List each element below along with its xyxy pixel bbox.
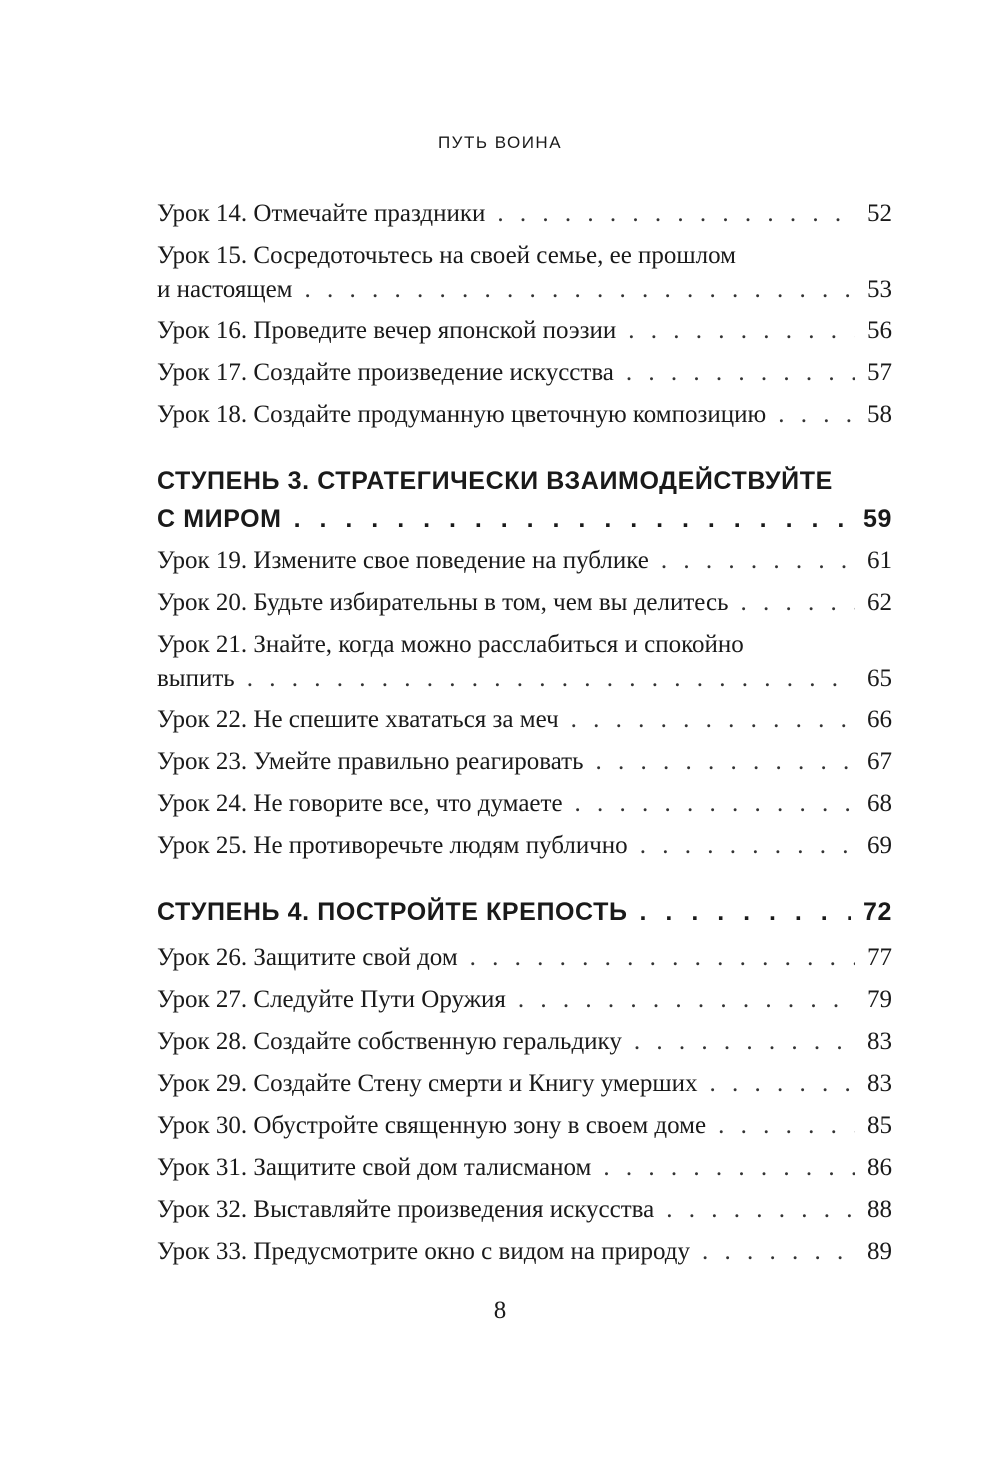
section-page: 59 bbox=[862, 505, 892, 533]
toc-entry-lesson-17[interactable] bbox=[157, 356, 892, 390]
dot-leader bbox=[634, 1025, 855, 1059]
dot-leader bbox=[247, 662, 855, 696]
toc-entry-page: 67 bbox=[867, 748, 892, 775]
toc-entry-lesson-24[interactable] bbox=[157, 787, 892, 821]
dot-leader bbox=[702, 1235, 855, 1269]
toc-entry-lesson-29[interactable] bbox=[157, 1067, 892, 1101]
running-head: ПУТЬ ВОИНА bbox=[437, 133, 563, 152]
dot-leader bbox=[294, 500, 851, 538]
toc-entry-page: 85 bbox=[867, 1112, 892, 1139]
toc-entry-title-line1: Урок 21. Знайте, когда можно расслабиться и спокойно bbox=[157, 631, 744, 658]
toc-entry-page: 79 bbox=[867, 986, 892, 1013]
toc-entry-page: 86 bbox=[867, 1154, 892, 1181]
toc-entry-page: 83 bbox=[867, 1070, 892, 1097]
toc-entry-page: 53 bbox=[867, 276, 892, 303]
dot-leader bbox=[718, 1109, 855, 1143]
toc-entry-title: Урок 25. Не противоречьте людям публично bbox=[157, 832, 628, 859]
dot-leader bbox=[628, 314, 855, 348]
toc-entry-title: Урок 19. Измените свое поведение на публике bbox=[157, 547, 649, 574]
toc-entry-page: 61 bbox=[867, 547, 892, 574]
dot-leader bbox=[640, 893, 851, 931]
dot-leader bbox=[518, 983, 855, 1017]
section-page: 72 bbox=[862, 898, 892, 926]
toc-entry-lesson-27[interactable] bbox=[157, 983, 892, 1017]
toc-entry-title: Урок 22. Не спешите хвататься за меч bbox=[157, 706, 559, 733]
toc-entry-title: Урок 30. Обустройте священную зону в своем доме bbox=[157, 1112, 707, 1139]
toc-entry-title: Урок 17. Создайте произведение искусства bbox=[157, 359, 614, 386]
toc-entry-lesson-15[interactable] bbox=[157, 239, 892, 307]
dot-leader bbox=[640, 829, 855, 863]
toc-entry-lesson-31[interactable] bbox=[157, 1151, 892, 1185]
toc-entry-lesson-16[interactable] bbox=[157, 314, 892, 348]
toc-entry-title: Урок 28. Создайте собственную геральдику bbox=[157, 1028, 622, 1055]
toc-entry-title: Урок 26. Защитите свой дом bbox=[157, 944, 458, 971]
toc-entry-lesson-32[interactable] bbox=[157, 1193, 892, 1227]
toc-entry-page: 83 bbox=[867, 1028, 892, 1055]
toc-entry-title: Урок 16. Проведите вечер японской поэзии bbox=[157, 317, 617, 344]
toc-entry-title: Урок 29. Создайте Стену смерти и Книгу умерших bbox=[157, 1070, 698, 1097]
dot-leader bbox=[571, 703, 855, 737]
toc-entry-lesson-18[interactable] bbox=[157, 398, 892, 432]
dot-leader bbox=[575, 787, 855, 821]
dot-leader bbox=[596, 745, 855, 779]
toc-entry-lesson-23[interactable] bbox=[157, 745, 892, 779]
toc-entry-title: Урок 32. Выставляйте произведения искусства bbox=[157, 1196, 655, 1223]
toc-entry-page: 68 bbox=[867, 790, 892, 817]
toc-entry-title: Урок 18. Создайте продуманную цветочную композицию bbox=[157, 401, 767, 428]
toc-entry-page: 56 bbox=[867, 317, 892, 344]
toc-entry-page: 58 bbox=[867, 401, 892, 428]
dot-leader bbox=[661, 544, 855, 578]
toc-entry-title: Урок 14. Отмечайте праздники bbox=[157, 200, 486, 227]
toc-entry-lesson-21[interactable] bbox=[157, 628, 892, 696]
toc-entry-lesson-28[interactable] bbox=[157, 1025, 892, 1059]
toc-entry-lesson-19[interactable] bbox=[157, 544, 892, 578]
toc-entry-lesson-20[interactable] bbox=[157, 586, 892, 620]
toc-entry-title-line2: и настоящем bbox=[157, 276, 293, 303]
toc-entry-page: 52 bbox=[867, 200, 892, 227]
toc-entry-page: 65 bbox=[867, 665, 892, 692]
page-number: 8 bbox=[493, 1297, 507, 1324]
dot-leader bbox=[666, 1193, 855, 1227]
toc-section-step-4[interactable] bbox=[157, 893, 892, 931]
toc-entry-title: Урок 23. Умейте правильно реагировать bbox=[157, 748, 584, 775]
dot-leader bbox=[741, 586, 855, 620]
toc-entry-title-line1: Урок 15. Сосредоточьтесь на своей семье, ее прошлом bbox=[157, 242, 737, 269]
dot-leader bbox=[497, 197, 855, 231]
toc-entry-title-line2: выпить bbox=[157, 665, 235, 692]
toc-entry-title: Урок 33. Предусмотрите окно с видом на природу bbox=[157, 1238, 691, 1265]
toc-entry-lesson-25[interactable] bbox=[157, 829, 892, 863]
toc-entry-lesson-33[interactable] bbox=[157, 1235, 892, 1269]
section-title: СТУПЕНЬ 4. ПОСТРОЙТЕ КРЕПОСТЬ bbox=[157, 898, 628, 926]
dot-leader bbox=[778, 398, 855, 432]
toc-entry-page: 69 bbox=[867, 832, 892, 859]
toc-entry-page: 57 bbox=[867, 359, 892, 386]
dot-leader bbox=[709, 1067, 855, 1101]
toc-entry-page: 88 bbox=[867, 1196, 892, 1223]
toc-entry-title: Урок 20. Будьте избирательны в том, чем вы делитесь bbox=[157, 589, 729, 616]
toc-entry-title: Урок 31. Защитите свой дом талисманом bbox=[157, 1154, 592, 1181]
toc-entry-lesson-26[interactable] bbox=[157, 941, 892, 975]
toc-entry-page: 77 bbox=[867, 944, 892, 971]
toc-entry-page: 89 bbox=[867, 1238, 892, 1265]
dot-leader bbox=[470, 941, 855, 975]
toc-entry-lesson-30[interactable] bbox=[157, 1109, 892, 1143]
dot-leader bbox=[626, 356, 855, 390]
section-title-line1: СТУПЕНЬ 3. СТРАТЕГИЧЕСКИ ВЗАИМОДЕЙСТВУЙТЕ bbox=[157, 467, 833, 495]
toc-entry-title: Урок 27. Следуйте Пути Оружия bbox=[157, 986, 506, 1013]
dot-leader bbox=[305, 273, 856, 307]
toc-entry-page: 66 bbox=[867, 706, 892, 733]
toc-section-step-3[interactable] bbox=[157, 462, 892, 538]
dot-leader bbox=[603, 1151, 855, 1185]
toc-entry-lesson-22[interactable] bbox=[157, 703, 892, 737]
toc-entry-page: 62 bbox=[867, 589, 892, 616]
toc-entry-title: Урок 24. Не говорите все, что думаете bbox=[157, 790, 563, 817]
section-title-line2: С МИРОМ bbox=[157, 505, 282, 533]
toc-entry-lesson-14[interactable] bbox=[157, 197, 892, 231]
